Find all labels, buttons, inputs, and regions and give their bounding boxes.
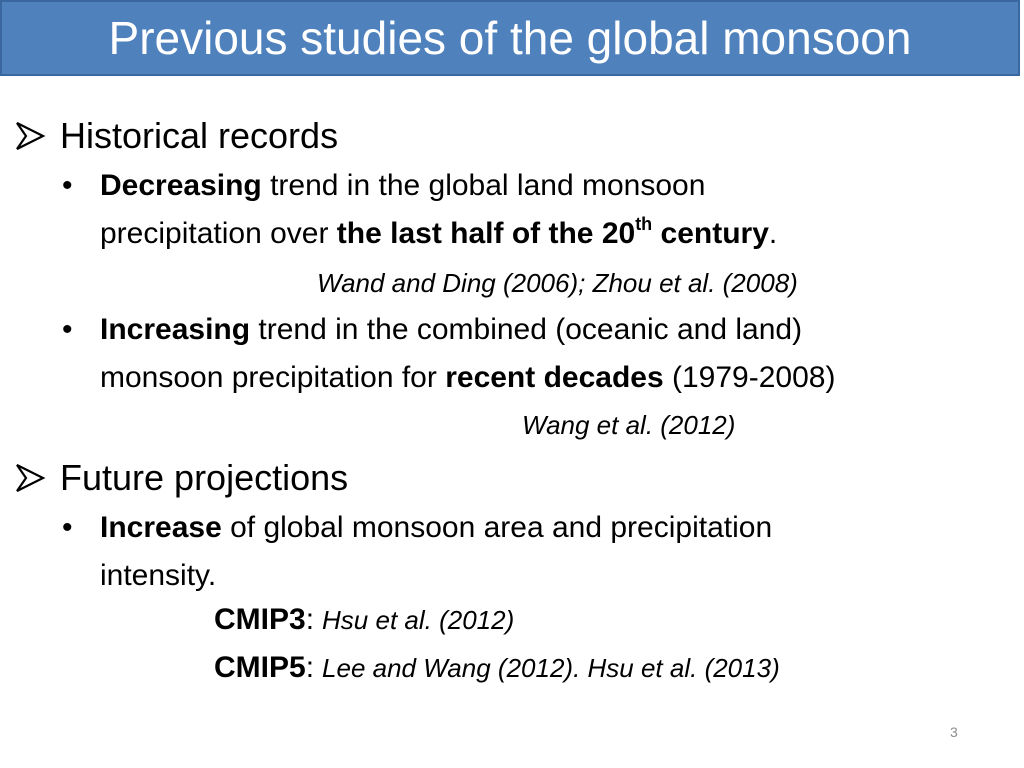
bold-text: Increase xyxy=(100,511,222,544)
bullet-dot-icon: • xyxy=(62,511,73,544)
citation: Lee and Wang (2012). Hsu et al. (2013) xyxy=(322,653,780,683)
title-bar xyxy=(0,0,1020,76)
cmip3-row xyxy=(214,603,514,637)
body-text: (1979-2008) xyxy=(663,361,836,394)
body-text: monsoon precipitation for xyxy=(100,361,446,394)
bullet-line xyxy=(100,354,990,402)
body-text: intensity. xyxy=(100,559,217,592)
cmip5-row xyxy=(214,651,780,685)
citation: Hsu et al. (2012) xyxy=(322,605,515,635)
section-heading-text: Historical records xyxy=(60,115,339,157)
arrow-bullet-icon xyxy=(14,463,54,493)
bullet-line xyxy=(100,552,990,600)
citation: Wand and Ding (2006); Zhou et al. (2008) xyxy=(317,268,798,298)
arrow-bullet-icon xyxy=(14,121,54,151)
slide-title: Previous studies of the global monsoon xyxy=(108,12,912,64)
superscript-text: th xyxy=(635,214,653,234)
body-text: trend in the global land monsoon xyxy=(261,169,706,202)
body-text: trend in the combined (oceanic and land) xyxy=(250,313,803,346)
body-text: of global monsoon area and precipitation xyxy=(221,511,773,544)
section-heading-historical xyxy=(14,114,338,156)
bullet-dot-icon: • xyxy=(62,313,73,346)
bold-text: the last half of the 20 xyxy=(336,217,636,250)
cmip-label: CMIP5 xyxy=(214,651,306,684)
bullet-line xyxy=(100,306,990,354)
bullet-line xyxy=(100,504,990,552)
cmip-colon: : xyxy=(305,603,315,636)
bullet-line xyxy=(100,162,990,210)
bold-text: recent decades xyxy=(445,361,664,394)
section-heading-text: Future projections xyxy=(60,457,349,499)
bold-text: Increasing xyxy=(100,313,251,346)
bullet-item xyxy=(62,504,990,600)
bullet-dot-icon: • xyxy=(62,169,73,202)
bold-text: Decreasing xyxy=(100,169,262,202)
bullet-line xyxy=(100,210,990,258)
bullet-item xyxy=(62,162,990,258)
section-heading-future xyxy=(14,456,348,498)
body-text: . xyxy=(768,217,778,250)
citation: Wang et al. (2012) xyxy=(522,410,736,440)
bullet-item xyxy=(62,306,990,402)
page-number: 3 xyxy=(950,724,958,740)
cmip-label: CMIP3 xyxy=(214,603,306,636)
body-text: precipitation over xyxy=(100,217,337,250)
bold-text: century xyxy=(652,217,769,250)
cmip-colon: : xyxy=(305,651,315,684)
